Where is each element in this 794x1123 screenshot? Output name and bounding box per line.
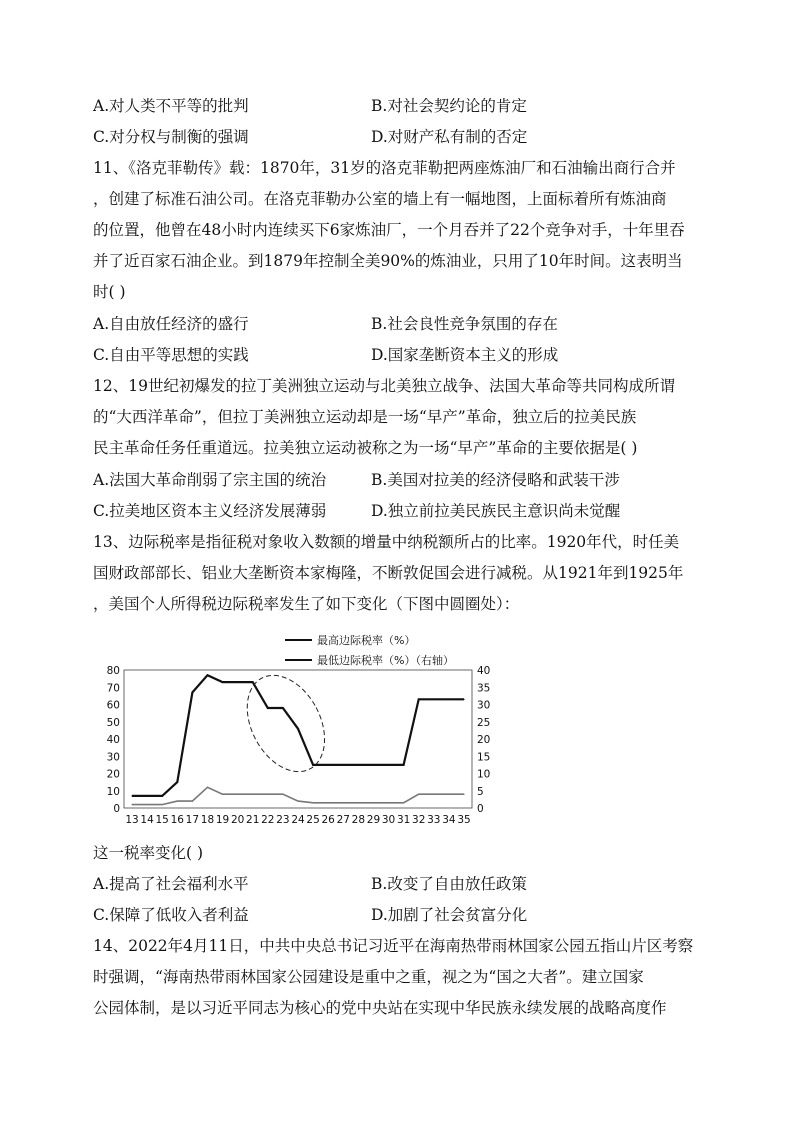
point-bottom-rate — [146, 804, 147, 805]
chart-series — [131, 675, 464, 806]
point-top-rate — [162, 795, 163, 796]
legend-label-bottom-rate: 最低边际税率（%）（右轴） — [317, 654, 454, 667]
q10-option-d: D.对财产私有制的否定 — [371, 128, 528, 146]
right-tick-label: 10 — [477, 768, 491, 781]
point-bottom-rate — [162, 804, 163, 805]
q10-option-b: B.对社会契约论的肯定 — [371, 97, 527, 115]
series-line-top-rate — [132, 675, 464, 796]
point-top-rate — [463, 699, 464, 700]
x-tick-label: 26 — [321, 814, 335, 826]
q12-line-2: 的“大西洋革命”，但拉丁美洲独立运动却是一场“早产”革命，独立后的拉美民族 — [93, 408, 637, 426]
x-tick-label: 18 — [200, 814, 215, 826]
q12-option-a: A.法国大革命削弱了宗主国的统治 — [93, 471, 327, 489]
q11-option-b: B.社会良性竞争氛围的存在 — [371, 315, 558, 333]
point-bottom-rate — [192, 801, 193, 802]
q10-option-a: A.对人类不平等的批判 — [93, 97, 249, 115]
point-bottom-rate — [177, 801, 178, 802]
point-top-rate — [448, 699, 449, 700]
q11-line-1: 11、《洛克菲勒传》载：1870年，31岁的洛克菲勒把两座炼油厂和石油输出商行合并 — [93, 159, 676, 177]
point-bottom-rate — [418, 794, 419, 795]
x-tick-label: 20 — [230, 814, 245, 826]
point-top-rate — [192, 692, 193, 693]
highlight-circle — [232, 662, 341, 785]
x-tick-label: 33 — [427, 814, 441, 826]
q12-line-1: 12、19世纪初爆发的拉丁美洲独立运动与北美独立战争、法国大革命等共同构成所谓 — [93, 377, 675, 395]
tax-rate-chart — [100, 628, 520, 833]
q11-line-4: 并了近百家石油企业。到1879年控制全美90%的炼油业，只用了10年时间。这表明当 — [93, 252, 683, 270]
point-bottom-rate — [282, 794, 283, 795]
point-top-rate — [297, 728, 298, 729]
right-tick-label: 30 — [477, 699, 491, 712]
point-bottom-rate — [373, 802, 374, 803]
q13-line-3: ，美国个人所得税边际税率发生了如下变化（下图中圆圈处）： — [93, 595, 520, 613]
series-line-bottom-rate — [132, 787, 464, 804]
right-tick-label: 20 — [477, 734, 491, 746]
point-top-rate — [388, 764, 389, 765]
right-tick-label: 5 — [477, 785, 484, 798]
point-top-rate — [328, 764, 329, 765]
point-top-rate — [177, 782, 178, 783]
left-tick-label: 70 — [106, 682, 120, 695]
q10-option-c: C.对分权与制衡的强调 — [93, 128, 249, 146]
right-tick-label: 35 — [477, 682, 491, 695]
x-tick-label: 23 — [276, 814, 290, 826]
point-top-rate — [267, 707, 268, 708]
point-bottom-rate — [267, 794, 268, 795]
point-bottom-rate — [463, 794, 464, 795]
point-bottom-rate — [237, 794, 238, 795]
x-tick-label: 29 — [366, 814, 381, 826]
point-top-rate — [373, 764, 374, 765]
q11-line-5: 时( ) — [93, 283, 126, 301]
point-top-rate — [207, 675, 208, 676]
q14-line-3: 公园体制，是以习近平同志为核心的党中央站在实现中华民族永续发展的战略高度作 — [93, 999, 667, 1017]
q11-option-c: C.自由平等思想的实践 — [93, 346, 249, 364]
q12-option-d: D.独立前拉美民族民主意识尚未觉醒 — [371, 502, 621, 520]
chart-legend — [285, 633, 454, 667]
q11-option-a: A.自由放任经济的盛行 — [93, 315, 249, 333]
point-top-rate — [237, 681, 238, 682]
q13-option-c: C.保障了低收入者利益 — [93, 906, 249, 924]
x-tick-label: 19 — [215, 814, 230, 826]
point-top-rate — [358, 764, 359, 765]
x-tick-label: 16 — [170, 814, 184, 826]
point-top-rate — [222, 681, 223, 682]
point-bottom-rate — [433, 794, 434, 795]
q14-line-2: 时强调，“海南热带雨林国家公园建设是重中之重，视之为“国之大者”。建立国家 — [93, 968, 644, 986]
point-top-rate — [282, 707, 283, 708]
x-tick-label: 35 — [457, 814, 471, 826]
point-top-rate — [418, 699, 419, 700]
left-tick-label: 60 — [106, 699, 120, 712]
x-tick-label: 34 — [442, 814, 456, 826]
q13-option-d: D.加剧了社会贫富分化 — [371, 906, 528, 924]
q12-line-3: 民主革命任务任重道远。拉美独立运动被称之为一场“早产”革命的主要依据是( ) — [93, 439, 638, 457]
point-bottom-rate — [297, 801, 298, 802]
left-tick-label: 10 — [106, 785, 120, 798]
x-tick-label: 14 — [140, 814, 154, 826]
q12-option-c: C.拉美地区资本主义经济发展薄弱 — [93, 502, 327, 520]
x-tick-label: 13 — [125, 814, 139, 826]
point-top-rate — [146, 795, 147, 796]
left-tick-label: 20 — [106, 768, 120, 781]
x-tick-label: 32 — [412, 814, 426, 826]
right-tick-label: 15 — [477, 751, 491, 764]
q11-option-d: D.国家垄断资本主义的形成 — [371, 346, 559, 364]
x-tick-label: 21 — [246, 814, 260, 826]
point-bottom-rate — [328, 802, 329, 803]
left-tick-label: 50 — [106, 716, 120, 729]
x-tick-label: 28 — [351, 814, 366, 826]
point-bottom-rate — [131, 804, 132, 805]
q13-option-a: A.提高了社会福利水平 — [93, 875, 249, 893]
q11-line-3: 的位置，他曾在48小时内连续买下6家炼油厂，一个月吞并了22个竞争对手，十年里吞 — [93, 221, 685, 239]
point-bottom-rate — [448, 794, 449, 795]
right-axis — [477, 665, 490, 815]
point-bottom-rate — [403, 802, 404, 803]
point-bottom-rate — [312, 802, 313, 803]
q13-line-2: 国财政部部长、铝业大垄断资本家梅隆，不断敦促国会进行减税。从1921年到1925年 — [93, 564, 684, 582]
point-bottom-rate — [388, 802, 389, 803]
x-tick-label: 22 — [261, 814, 275, 826]
point-top-rate — [343, 764, 344, 765]
right-tick-label: 25 — [477, 716, 491, 729]
q14-line-1: 14、2022年4月11日，中共中央总书记习近平在海南热带雨林国家公园五指山片区考察 — [93, 937, 694, 955]
point-top-rate — [131, 795, 132, 796]
point-bottom-rate — [252, 794, 253, 795]
plot-frame — [124, 670, 472, 808]
x-tick-label: 25 — [306, 814, 320, 826]
left-axis — [107, 665, 120, 815]
left-tick-label: 30 — [106, 751, 120, 764]
point-bottom-rate — [343, 802, 344, 803]
q13-option-b: B.改变了自由放任政策 — [371, 875, 527, 893]
q13-line-1: 13、边际税率是指征税对象收入数额的增量中纳税额所占的比率。1920年代，时任美 — [93, 533, 680, 551]
point-top-rate — [403, 764, 404, 765]
x-tick-label: 27 — [336, 814, 350, 826]
x-tick-label: 30 — [381, 814, 396, 826]
point-bottom-rate — [207, 787, 208, 788]
x-axis — [125, 814, 470, 826]
x-tick-label: 17 — [185, 814, 200, 826]
x-tick-label: 31 — [396, 814, 411, 826]
q11-line-2: ，创建了标准石油公司。在洛克菲勒办公室的墙上有一幅地图，上面标着所有炼油商 — [93, 190, 667, 208]
point-top-rate — [433, 699, 434, 700]
right-tick-label: 40 — [477, 665, 491, 677]
x-tick-label: 24 — [291, 814, 305, 826]
q13-after-chart: 这一税率变化( ) — [93, 844, 204, 862]
x-tick-label: 15 — [155, 814, 169, 826]
left-tick-label: 40 — [106, 734, 120, 746]
left-tick-label: 80 — [106, 665, 120, 677]
point-bottom-rate — [358, 802, 359, 803]
legend-label-top-rate: 最高边际税率（%） — [317, 634, 416, 647]
point-top-rate — [312, 764, 313, 765]
right-tick-label: 0 — [477, 803, 484, 815]
point-bottom-rate — [222, 794, 223, 795]
left-tick-label: 0 — [113, 803, 120, 815]
point-top-rate — [252, 681, 253, 682]
q12-option-b: B.美国对拉美的经济侵略和武装干涉 — [371, 471, 620, 489]
